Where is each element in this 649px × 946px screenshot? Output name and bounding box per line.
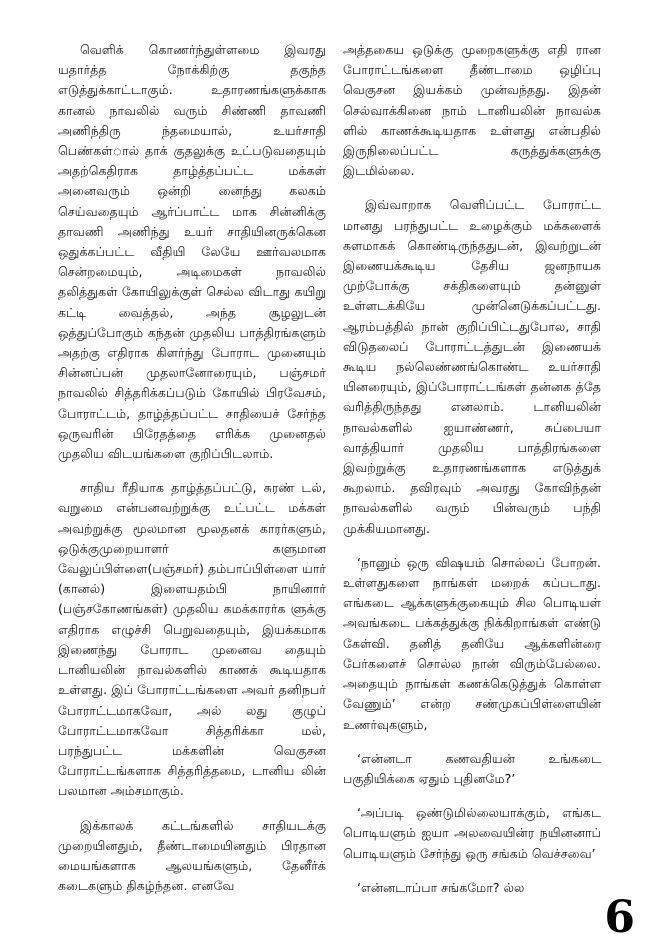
left-paragraph-2: சாதிய ரீதியாக தாழ்த்தப்பட்டு, சுரண் டல், வறுமை என்பனவற்றுக்கு உட்பட்ட மக்கள் அவற்றுக்கு மூலமான மூலதனக் காரர்களும், ஒடுக்குமுறையாளர் களுமான வேலுப்பிள்ளை(பஞ்சமர்) தம்பாப்பிள்ளை யார் (கானல்) இளையதம்பி நாயினார் (பஞ்சகோணங்கள்) முதலிய கமக்காரர்க ளுக்கு எதிராக எழுச்சி பெறுவதையும், இயக்கமாக இணைந்து போராட முனைவ தையும் டானியலின் நாவல்களில் காணக் கூடியதாக உள்ளது. இப் போராட்டங்களை அவர் தனிநபர் போராட்டமாகவோ, அல் லது குழுப் போராட்டமாகவோ சித்தரிக்கா மல், பரந்துபட்ட மக்களின் வெகுசன போராட்டங்களாக சித்தரித்தமை, டானிய லின் பலமான அம்சமாகும். <box>58 480 326 799</box>
left-paragraph-1: வெளிக் கொணர்ந்துள்ளமை இவரது யதார்த்த நோக்கிற்கு தகுந்த எடுத்துக்காட்டாகும். உதாரணங்களுக்காக கானல் நாவலில் வரும் சிண்ணி தாவணி அணிந்திரு ந்தமையால், உயர்சாதி பெண்கள்ால் தாக் குதலுக்கு உட்படுவதையும் அதற்கெதிராக தாழ்த்தப்பட்ட மக்கள் அனைவரும் ஒன்றி னைந்து கலகம் செய்வதையும் ஆர்ப்பாட்ட மாக சின்னிக்கு தாவணி அணிந்து உயர் சாதியினருக்கென ஒதுக்கப்பட்ட வீதியி லேயே ஊர்வலமாக சென்றமையும், அடிமைகள் நாவலில் தலித்துகள் கோயிலுக்குள் செல்ல விடாது கயிறு கட்டி வைத்தல், அந்த சூழலுடன் ஒத்துப்போகும் கந்தன் முதலிய பாத்திரங்களும் அதற்கு எதிராக கிளர்ந்து போராட முனையும் சின்னப்பன் முதலானோரையும், பஞ்சமர் நாவலில் சித்தரிக்கப்படும் கோயில் பிரவேசம், போராட்டம், தாழ்த்தப்பட்ட சாதியைச் சேர்ந்த ஒருவரின் பிரேதத்தை எரிக்க முனைதல் முதலிய விடயங்களை குறிப்பிடலாம். <box>58 42 326 462</box>
quote-sangam: ‘என்னடாப்பா சங்கமோ? ல்ல <box>357 879 525 895</box>
left-column <box>58 40 326 896</box>
quote-reply: ‘அப்படி ஒண்டுமில்லையாக்கும், எங்கட பொடியளும் ஐயா அலவையின்ர நயினனாப் பொடியளும் சேர்ந்து ஒரு சங்கம் வெச்சவை’ <box>343 805 601 861</box>
page-number: 6 <box>604 892 635 943</box>
quote-question: ‘என்னடா கணவதியன் உங்கடை பகுதியிக்கை ஏதும் புதினமே?’ <box>343 750 601 786</box>
right-column <box>343 40 601 898</box>
right-paragraph-1: அத்தகைய ஒடுக்கு முறைகளுக்கு எதி ரான போராட்டங்களை தீண்டாமை ஒழிப்பு வெகுசன இயக்கம் முன்வந்தது. இதன் செல்வாக்கினை நாம் டானியலின் நாவல்க ளில் காணக்கூடியதாக உள்ளது என்பதில் இருநிலைப்பட்ட கருத்துக்களுக்கு இடமில்லை. <box>343 42 601 179</box>
right-paragraph-2: இவ்வாறாக வெளிப்பட்ட போராட்ட மானது பரந்துபட்ட உழைக்கும் மக்களைக் களமாகக் கொண்டிருந்ததுடன், இவற்றுடன் இணையக்கூடிய தேசிய ஜனநாயக முற்போக்கு சக்திகளையும் தன்னுள் உள்ளடக்கியே முன்னெடுக்கப்பட்டது. ஆரம்பத்தில் நான் குறிப்பிட்டதுபோல, சாதி விடுதலைப் போராட்டத்துடன் இணையக் கூடிய நல்லெண்ணங்கொண்ட உயர்சாதி யினரையும், இப்போராட்டங்கள் தன்னக த்தே வரித்திருந்தது எனலாம். டானியலின் நாவல்களில் ஐயாண்ணர், சுப்பையா வாத்தியார் முதலிய பாத்திரங்களை இவற்றுக்கு உதாரணங்களாக எடுத்துக் கூறலாம். தவிரவும் அவரது கோவிந்தன் நாவல்களில் வரும் பின்வரும் பந்தி முக்கியமானது. <box>343 197 601 536</box>
left-paragraph-3: இக்காலக் கட்டங்களில் சாதியடக்கு முறையினதும், தீண்டாமையினதும் பிரதான மையங்களாக ஆலயங்களும், தேனீர்க் கடைகளும் திகழ்ந்தன. எனவே <box>58 817 326 894</box>
quote-shanmugapillai: ‘நானும் ஒரு விஷயம் சொல்லப் போறன். உள்ளதுகளை நாங்கள் மறைக் கப்படாது. எங்கடை ஆக்களுக்குகையும் சில பொடியள் அவங்கடை பக்கத்துக்கு நிக்கிறாங்கள் எண்டு கேள்வி. தனித் தனியே ஆக்களின்ரை பேர்களைச் சொல்ல நான் விரும்பேல்லை. அதையும் நாங்கள் கணக்கெடுத்துக் கொள்ள வேணும்’ என்ற சண்முகப்பிள்ளையின் உணர்வுகளும், <box>343 554 601 732</box>
